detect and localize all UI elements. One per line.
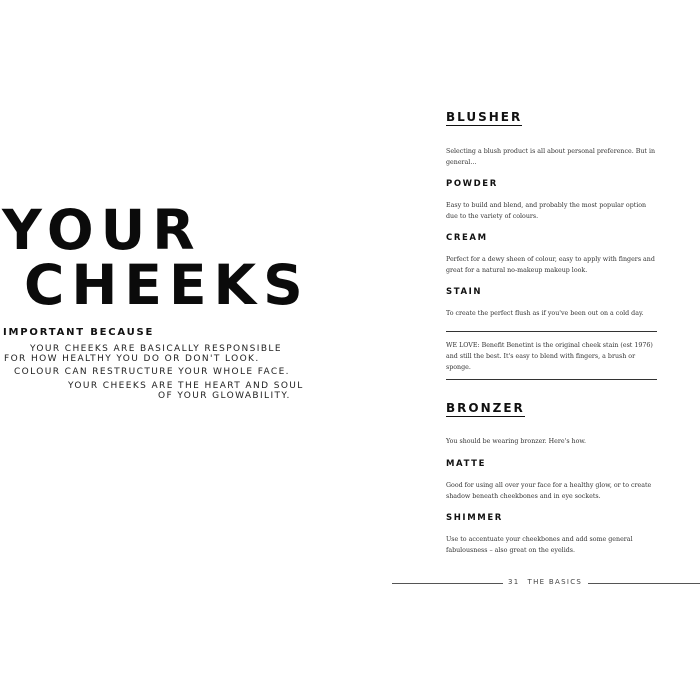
folio-rule-right bbox=[588, 583, 700, 584]
title-line-your: YOUR bbox=[2, 198, 202, 262]
intro-heading: IMPORTANT BECAUSE bbox=[3, 327, 155, 338]
matte-heading: MATTE bbox=[446, 459, 486, 469]
matte-text: Good for using all over your face for a healthy glow, or to create shadow beneath cheekbones and in eye sockets. bbox=[446, 482, 652, 500]
stain-text: To create the perfect flush as if you've been out on a cold day. bbox=[446, 310, 644, 317]
cream-text: Perfect for a dewy sheen of colour, easy to apply with fingers and great for a natural no-makeup makeup look. bbox=[446, 256, 655, 274]
intro-line: YOUR CHEEKS ARE BASICALLY RESPONSIBLE bbox=[30, 344, 282, 354]
shimmer-heading: SHIMMER bbox=[446, 513, 503, 523]
intro-line: YOUR CHEEKS ARE THE HEART AND SOUL bbox=[68, 381, 304, 391]
intro-line: OF YOUR GLOWABILITY. bbox=[158, 391, 291, 401]
folio bbox=[508, 578, 582, 586]
stain-heading: STAIN bbox=[446, 287, 483, 297]
blusher-intro: Selecting a blush product is all about personal preference. But in general... bbox=[446, 148, 656, 166]
folio-rule-left bbox=[392, 583, 503, 584]
shimmer-text: Use to accentuate your cheekbones and add some general fabulousness – also great on the eyelids. bbox=[446, 536, 633, 554]
powder-heading: POWDER bbox=[446, 179, 498, 189]
title-line-cheeks: CHEEKS bbox=[24, 253, 310, 317]
intro-line: FOR HOW HEALTHY YOU DO OR DON'T LOOK. bbox=[4, 354, 260, 364]
powder-text: Easy to build and blend, and probably the most popular option due to the variety of colours. bbox=[446, 202, 647, 220]
blusher-heading: BLUSHER bbox=[446, 110, 523, 124]
intro-line: COLOUR CAN RESTRUCTURE YOUR WHOLE FACE. bbox=[14, 367, 290, 377]
bronzer-heading: BRONZER bbox=[446, 401, 525, 415]
page-number: 31 bbox=[508, 578, 520, 586]
section-name: THE BASICS bbox=[527, 578, 583, 586]
we-love-note: WE LOVE: Benefit Benetint is the original cheek stain (est 1976) and still the best. It's easy to blend with fingers, a brush or sponge. bbox=[446, 342, 653, 371]
we-love-top-rule bbox=[446, 331, 657, 332]
cream-heading: CREAM bbox=[446, 233, 488, 243]
bronzer-intro: You should be wearing bronzer. Here's how. bbox=[446, 438, 587, 445]
we-love-bottom-rule bbox=[446, 379, 657, 380]
